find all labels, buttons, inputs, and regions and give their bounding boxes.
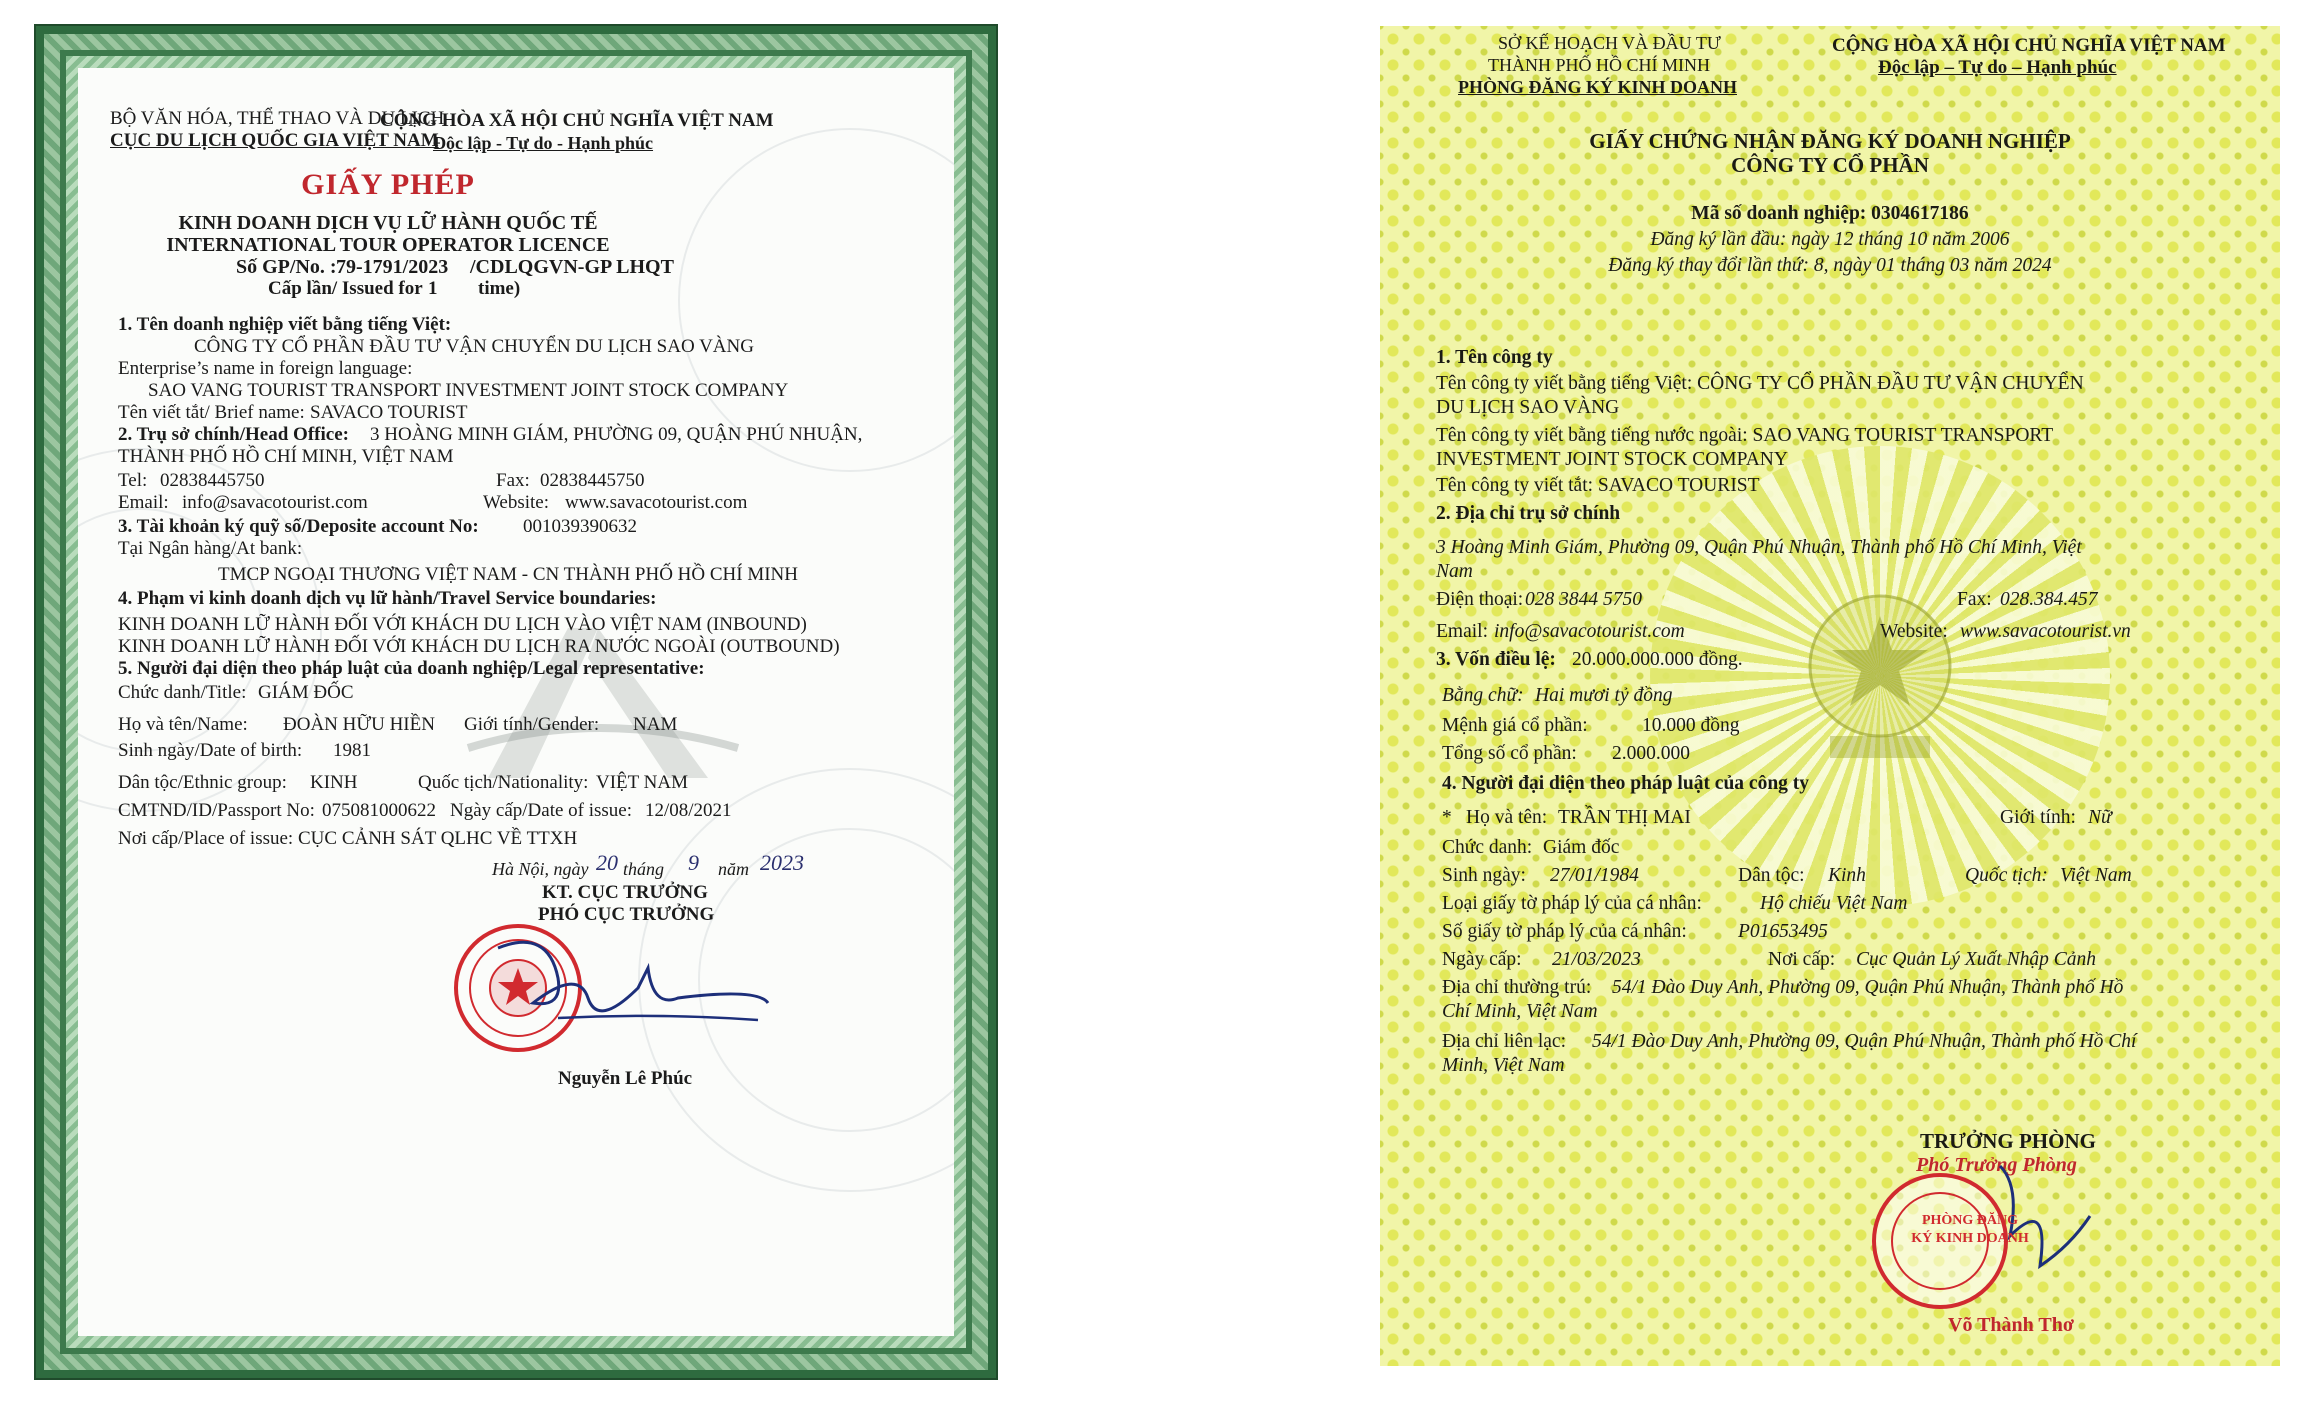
rep-name-label: Họ và tên/Name: [118, 714, 248, 735]
first-registration: Đăng ký lần đầu: ngày 12 tháng 10 năm 2006 [1650, 229, 2010, 250]
rep-nationality-label: Quốc tịch/Nationality: [418, 772, 589, 793]
rep-title-label: Chức danh/Title: [118, 682, 247, 703]
legal-doc-place: Cục Quản Lý Xuất Nhập Cảnh [1856, 949, 2096, 970]
bullet-star: * [1442, 807, 1452, 828]
signer-name: Võ Thành Thơ [1948, 1314, 2074, 1336]
email-value: info@savacotourist.com [1494, 621, 1685, 642]
national-emblem-watermark-icon [1800, 586, 1960, 786]
issue-day: 20 [596, 850, 618, 875]
licence-paper [78, 68, 954, 1336]
section-1-title: 1. Tên doanh nghiệp viết bằng tiếng Việt: [118, 314, 452, 335]
capital-words: Hai mươi tỷ đồng [1535, 685, 1673, 706]
website-label: Website: [1880, 621, 1948, 642]
company-name-vi: CÔNG TY CỔ PHẦN ĐẦU TƯ VẬN CHUYỂN DU LỊCH SAO VÀNG [194, 336, 754, 357]
section-5-title: 5. Người đại diện theo pháp luật của doanh nghiệp/Legal representative: [118, 658, 705, 679]
issue-month: 9 [688, 850, 699, 875]
issue-place-date-prefix: Hà Nội, ngày [492, 859, 589, 879]
total-shares: 2.000.000 [1612, 743, 1690, 764]
sign-role-2: PHÓ CỤC TRƯỞNG [538, 904, 715, 925]
rep-id-label: CMTND/ID/Passport No: [118, 800, 315, 821]
republic-header: CỘNG HÒA XÃ HỘI CHỦ NGHĨA VIỆT NAM [1832, 35, 2226, 56]
legal-doc-number: P01653495 [1738, 921, 1828, 942]
brief-name-label: Tên viết tắt/ Brief name: [118, 402, 305, 423]
email-label: Email: [1436, 621, 1488, 642]
section-4-title: 4. Phạm vi kinh doanh dịch vụ lữ hành/Travel Service boundaries: [118, 588, 657, 609]
fax-value: 02838445750 [540, 470, 645, 491]
sign-role-2: Phó Trưởng Phòng [1916, 1154, 2077, 1176]
dept-line-3: PHÒNG ĐĂNG KÝ KINH DOANH [1458, 77, 1737, 97]
scope-outbound: KINH DOANH LỮ HÀNH ĐỐI VỚI KHÁCH DU LỊCH RA NƯỚC NGOÀI (OUTBOUND) [118, 636, 840, 657]
rep-name-label: Họ và tên: [1466, 807, 1548, 828]
email-value: info@savacotourist.com [182, 492, 368, 513]
company-type: CÔNG TY CỔ PHẦN [1731, 153, 1929, 177]
rep-dob: 1981 [333, 740, 371, 761]
legal-doc-number-label: Số giấy tờ pháp lý của cá nhân: [1442, 921, 1687, 942]
rep-title: Giám đốc [1543, 837, 1620, 858]
address-line1: 3 Hoàng Minh Giám, Phường 09, Quận Phú Nhuận, Thành phố Hồ Chí Minh, Việt [1436, 537, 2082, 558]
head-office-line1: 3 HOÀNG MINH GIÁM, PHƯỜNG 09, QUẬN PHÚ NHUẬN, [370, 424, 863, 445]
section-3-title: 3. Tài khoản ký quỹ số/Deposite account No: [118, 516, 479, 537]
rep-name: ĐOÀN HỮU HIỀN [283, 714, 435, 735]
legal-doc-type-label: Loại giấy tờ pháp lý của cá nhân: [1442, 893, 1702, 914]
bank-name: TMCP NGOẠI THƯƠNG VIỆT NAM - CN THÀNH PHỐ HỒ CHÍ MINH [218, 564, 799, 585]
company-name-en: Tên công ty viết bằng tiếng nước ngoài: SAO VANG TOURIST TRANSPORT [1436, 425, 2054, 446]
section-4-title: 4. Người đại diện theo pháp luật của công ty [1442, 773, 1810, 794]
official-stamp-and-signature [438, 908, 778, 1078]
rep-nationality: Việt Nam [2060, 865, 2132, 886]
website-value: www.savacotourist.com [565, 492, 748, 513]
brief-name: SAVACO TOURIST [310, 402, 468, 423]
rep-dob-label: Sinh ngày: [1442, 865, 1526, 886]
email-label: Email: [118, 492, 169, 513]
company-name-vi: Tên công ty viết bằng tiếng Việt: CÔNG TY CỔ PHẦN ĐẦU TƯ VẬN CHUYỂN [1436, 373, 2084, 394]
fax-label: Fax: [1957, 589, 1992, 610]
stamp-center-text: PHÒNG ĐĂNG KÝ KINH DOANH [1911, 1213, 2029, 1246]
section-2-title: 2. Trụ sở chính/Head Office: [118, 424, 349, 445]
rep-gender: Nữ [2088, 807, 2112, 828]
website-label: Website: [483, 492, 550, 513]
charter-capital: 20.000.000.000 đồng. [1572, 649, 1743, 670]
capital-words-label: Bằng chữ: [1442, 685, 1524, 706]
phone-value: 028 3844 5750 [1525, 589, 1642, 610]
legal-doc-place-label: Nơi cấp: [1768, 949, 1836, 970]
contact-address-line2: Minh, Việt Nam [1442, 1055, 1565, 1076]
licence-subtitle-en: INTERNATIONAL TOUR OPERATOR LICENCE [166, 234, 610, 256]
tel-label: Tel: [118, 470, 148, 491]
legal-doc-date-label: Ngày cấp: [1442, 949, 1522, 970]
dept-line-2: THÀNH PHỐ HỒ CHÍ MINH [1488, 55, 1710, 75]
par-value-label: Mệnh giá cổ phần: [1442, 715, 1588, 736]
sign-role-1: KT. CỤC TRƯỞNG [542, 882, 708, 903]
enterprise-code: Mã số doanh nghiệp: 0304617186 [1691, 203, 1969, 224]
business-registration-certificate [1380, 26, 2280, 1366]
national-motto: Độc lập - Tự do - Hạnh phúc [433, 133, 654, 153]
issue-year-label: năm [718, 859, 749, 879]
rep-issue-date-label: Ngày cấp/Date of issue: [450, 800, 633, 821]
section-3-title: 3. Vốn điều lệ: [1436, 649, 1556, 670]
rep-dob: 27/01/1984 [1550, 865, 1639, 886]
agency-name: CỤC DU LỊCH QUỐC GIA VIỆT NAM [110, 130, 439, 151]
section-1-title: 1. Tên công ty [1436, 347, 1553, 368]
rep-ethnic-label: Dân tộc/Ethnic group: [118, 772, 287, 793]
issue-year: 2023 [760, 850, 804, 875]
issued-count: 1 [428, 278, 438, 299]
licence-number: 79-1791/2023 [336, 256, 449, 278]
company-name-vi-cont: DU LỊCH SAO VÀNG [1436, 397, 1620, 418]
red-stamp-icon [456, 926, 580, 1050]
deposit-account: 001039390632 [523, 516, 637, 537]
fax-label: Fax: [496, 470, 530, 491]
rep-title: GIÁM ĐỐC [258, 682, 354, 703]
address-line2: Nam [1436, 561, 1473, 582]
rep-dob-label: Sinh ngày/Date of birth: [118, 740, 303, 761]
section-2-title: 2. Địa chỉ trụ sở chính [1436, 503, 1621, 524]
rep-gender-label: Giới tính: [2000, 807, 2076, 828]
company-name-en: SAO VANG TOURIST TRANSPORT INVESTMENT JOINT STOCK COMPANY [148, 380, 789, 401]
signer-name: Nguyễn Lê Phúc [558, 1068, 693, 1089]
dept-line-1: SỞ KẾ HOẠCH VÀ ĐẦU TƯ [1498, 33, 1721, 53]
tel-value: 02838445750 [160, 470, 265, 491]
certificate-title: GIẤY CHỨNG NHẬN ĐĂNG KÝ DOANH NGHIỆP [1589, 129, 2071, 153]
rep-issue-date: 12/08/2021 [645, 800, 732, 821]
permanent-address-label: Địa chỉ thường trú: [1442, 977, 1592, 998]
rep-nationality: VIỆT NAM [596, 772, 689, 793]
rep-name: TRẦN THỊ MAI [1558, 807, 1691, 828]
foreign-name-label: Enterprise’s name in foreign language: [118, 358, 413, 379]
rep-title-label: Chức danh: [1442, 837, 1533, 858]
sign-role-1: TRƯỞNG PHÒNG [1920, 1129, 2096, 1153]
rep-place-label: Nơi cấp/Place of issue: [118, 828, 294, 849]
website-value: www.savacotourist.vn [1960, 621, 2131, 642]
fax-value: 028.384.457 [2000, 589, 2098, 610]
ministry-name: BỘ VĂN HÓA, THỂ THAO VÀ DU LỊCH [110, 108, 445, 129]
par-value: 10.000 đồng [1642, 715, 1740, 736]
phone-label: Điện thoại: [1436, 589, 1524, 610]
rep-gender-label: Giới tính/Gender: [464, 714, 600, 735]
permanent-address-line2: Chí Minh, Việt Nam [1442, 1001, 1598, 1022]
licence-number-suffix: /CDLQGVN-GP LHQT [470, 256, 674, 278]
legal-doc-type: Hộ chiếu Việt Nam [1760, 893, 1908, 914]
total-shares-label: Tổng số cổ phần: [1442, 743, 1577, 764]
issued-suffix: time) [478, 278, 521, 299]
republic-header: CỘNG HÒA XÃ HỘI CHỦ NGHĨA VIỆT NAM [380, 110, 774, 131]
bank-label: Tại Ngân hàng/At bank: [118, 538, 303, 559]
legal-doc-date: 21/03/2023 [1552, 949, 1641, 970]
rep-nationality-label: Quốc tịch: [1965, 865, 2048, 886]
permanent-address-line1: 54/1 Đào Duy Anh, Phường 09, Quận Phú Nhuận, Thành phố Hồ [1612, 977, 2124, 998]
issue-month-label: tháng [623, 859, 665, 879]
national-motto: Độc lập – Tự do – Hạnh phúc [1878, 57, 2117, 78]
licence-subtitle-vi: KINH DOANH DỊCH VỤ LỮ HÀNH QUỐC TẾ [178, 212, 598, 234]
licence-number-label: Số GP/No. : [236, 256, 337, 278]
licence-title: GIẤY PHÉP [301, 168, 475, 201]
scope-inbound: KINH DOANH LỮ HÀNH ĐỐI VỚI KHÁCH DU LỊCH VÀO VIỆT NAM (INBOUND) [118, 614, 807, 635]
rep-ethnic: Kinh [1828, 865, 1866, 886]
rep-place: CỤC CẢNH SÁT QLHC VỀ TTXH [298, 828, 578, 849]
contact-address-label: Địa chỉ liên lạc: [1442, 1031, 1566, 1052]
tour-operator-licence [36, 26, 996, 1378]
rep-ethnic-label: Dân tộc: [1738, 865, 1805, 886]
head-office-line2: THÀNH PHỐ HỒ CHÍ MINH, VIỆT NAM [118, 446, 454, 467]
rep-id: 075081000622 [322, 800, 436, 821]
change-registration: Đăng ký thay đổi lần thứ: 8, ngày 01 tháng 03 năm 2024 [1608, 255, 2052, 276]
company-short-name: Tên công ty viết tắt: SAVACO TOURIST [1436, 475, 1760, 496]
rep-ethnic: KINH [310, 772, 358, 793]
contact-address-line1: 54/1 Đào Duy Anh, Phường 09, Quận Phú Nhuận, Thành phố Hồ Chí [1592, 1031, 2137, 1052]
issued-label: Cấp lần/ Issued for [268, 278, 423, 299]
company-name-en-cont: INVESTMENT JOINT STOCK COMPANY [1436, 449, 1788, 470]
rep-gender: NAM [633, 714, 678, 735]
